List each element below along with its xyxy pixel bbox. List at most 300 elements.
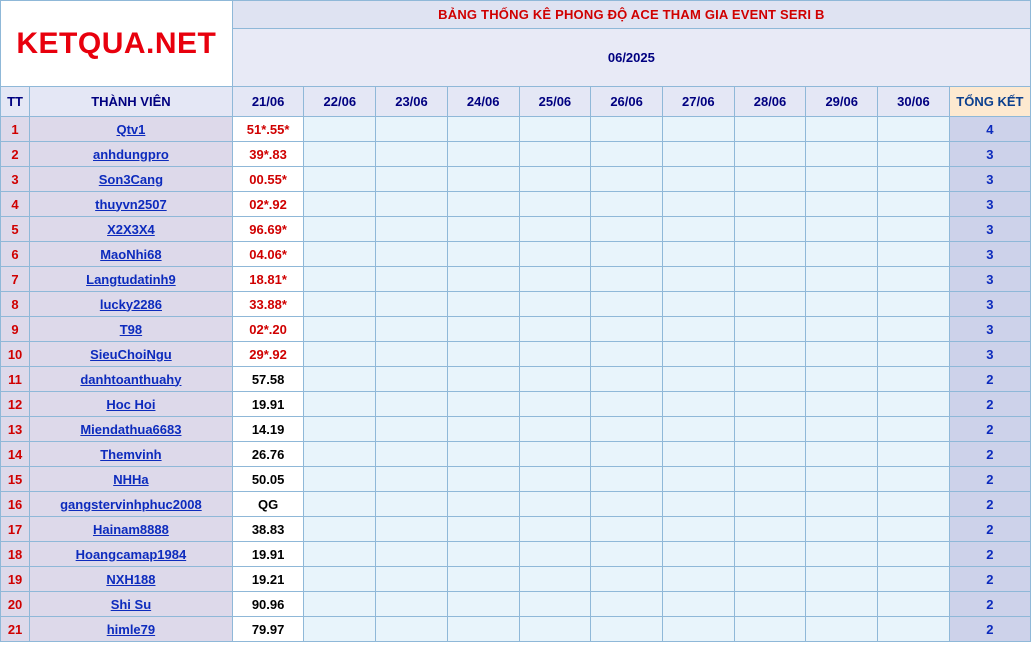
header-date-4: 25/06 — [519, 87, 591, 117]
score-cell-empty — [519, 392, 591, 417]
score-cell-empty — [447, 467, 519, 492]
score-cell-empty — [519, 467, 591, 492]
score-cell-empty — [662, 367, 734, 392]
score-cell-empty — [806, 167, 878, 192]
score-cell-21-06: 29*.92 — [232, 342, 304, 367]
score-cell-empty — [806, 267, 878, 292]
score-cell-21-06: 02*.20 — [232, 317, 304, 342]
row-index: 19 — [1, 567, 30, 592]
score-cell-empty — [734, 117, 806, 142]
total-cell: 2 — [949, 467, 1030, 492]
row-index: 1 — [1, 117, 30, 142]
member-link[interactable]: Hainam8888 — [92, 521, 169, 537]
score-cell-empty — [734, 142, 806, 167]
member-cell — [30, 242, 233, 267]
score-cell-21-06: 96.69* — [232, 217, 304, 242]
member-link[interactable]: X2X3X4 — [107, 221, 155, 237]
header-date-2: 23/06 — [376, 87, 448, 117]
total-cell: 3 — [949, 317, 1030, 342]
member-cell — [30, 217, 233, 242]
score-cell-empty — [591, 617, 663, 642]
score-cell-empty — [878, 167, 950, 192]
score-cell-empty — [447, 117, 519, 142]
header-date-5: 26/06 — [591, 87, 663, 117]
score-cell-empty — [591, 167, 663, 192]
score-cell-empty — [304, 367, 376, 392]
score-cell-empty — [662, 417, 734, 442]
member-cell — [30, 117, 233, 142]
score-cell-empty — [591, 242, 663, 267]
member-link[interactable]: Hoangcamap1984 — [75, 546, 187, 562]
row-index: 3 — [1, 167, 30, 192]
score-cell-empty — [447, 342, 519, 367]
table-row — [1, 192, 1031, 217]
member-link[interactable]: Themvinh — [100, 446, 162, 462]
row-index: 18 — [1, 542, 30, 567]
score-cell-empty — [376, 317, 448, 342]
score-cell-empty — [447, 167, 519, 192]
score-cell-empty — [376, 367, 448, 392]
score-cell-empty — [878, 267, 950, 292]
total-cell: 2 — [949, 567, 1030, 592]
score-cell-empty — [662, 117, 734, 142]
score-cell-21-06: 39*.83 — [232, 142, 304, 167]
score-cell-empty — [806, 592, 878, 617]
score-cell-empty — [662, 542, 734, 567]
score-cell-empty — [734, 417, 806, 442]
score-cell-empty — [734, 342, 806, 367]
score-cell-empty — [878, 567, 950, 592]
score-cell-empty — [591, 192, 663, 217]
score-cell-empty — [304, 617, 376, 642]
score-cell-empty — [878, 342, 950, 367]
score-cell-empty — [806, 292, 878, 317]
score-cell-empty — [519, 192, 591, 217]
score-cell-empty — [304, 417, 376, 442]
score-cell-empty — [806, 442, 878, 467]
table-row — [1, 442, 1031, 467]
row-index: 12 — [1, 392, 30, 417]
total-cell: 3 — [949, 217, 1030, 242]
score-cell-empty — [304, 442, 376, 467]
row-index: 16 — [1, 492, 30, 517]
score-cell-empty — [662, 492, 734, 517]
score-cell-empty — [878, 592, 950, 617]
score-cell-empty — [734, 217, 806, 242]
member-cell — [30, 542, 233, 567]
score-cell-empty — [878, 117, 950, 142]
score-cell-empty — [734, 567, 806, 592]
score-cell-empty — [376, 442, 448, 467]
total-cell: 3 — [949, 167, 1030, 192]
header-date-9: 30/06 — [878, 87, 950, 117]
score-cell-empty — [662, 592, 734, 617]
score-cell-empty — [662, 267, 734, 292]
member-cell — [30, 467, 233, 492]
member-cell — [30, 267, 233, 292]
row-index: 4 — [1, 192, 30, 217]
row-index: 10 — [1, 342, 30, 367]
table-row — [1, 417, 1031, 442]
score-cell-empty — [591, 442, 663, 467]
table-row — [1, 467, 1031, 492]
table-row — [1, 342, 1031, 367]
score-cell-empty — [376, 517, 448, 542]
table-row — [1, 117, 1031, 142]
score-cell-empty — [519, 592, 591, 617]
score-cell-empty — [878, 142, 950, 167]
row-index: 14 — [1, 442, 30, 467]
score-cell-empty — [304, 567, 376, 592]
score-cell-empty — [304, 492, 376, 517]
score-cell-empty — [591, 492, 663, 517]
score-cell-empty — [591, 467, 663, 492]
member-link[interactable]: Qtv1 — [116, 121, 146, 137]
member-link[interactable]: Son3Cang — [98, 171, 164, 187]
member-cell — [30, 317, 233, 342]
score-cell-empty — [806, 342, 878, 367]
score-cell-empty — [662, 142, 734, 167]
total-cell: 3 — [949, 142, 1030, 167]
header-date-7: 28/06 — [734, 87, 806, 117]
table-row — [1, 392, 1031, 417]
score-cell-empty — [878, 542, 950, 567]
score-cell-empty — [878, 467, 950, 492]
header-date-3: 24/06 — [447, 87, 519, 117]
total-cell: 2 — [949, 517, 1030, 542]
score-cell-empty — [591, 292, 663, 317]
banner-month: 06/2025 — [232, 29, 1030, 87]
score-cell-empty — [447, 392, 519, 417]
score-cell-empty — [806, 142, 878, 167]
row-index: 11 — [1, 367, 30, 392]
header-date-1: 22/06 — [304, 87, 376, 117]
score-cell-empty — [376, 617, 448, 642]
score-cell-empty — [591, 542, 663, 567]
table-row — [1, 167, 1031, 192]
score-cell-empty — [304, 192, 376, 217]
member-link[interactable]: Langtudatinh9 — [86, 271, 176, 287]
score-cell-empty — [734, 167, 806, 192]
score-cell-empty — [806, 542, 878, 567]
header-index: TT — [1, 87, 30, 117]
score-cell-empty — [591, 417, 663, 442]
score-cell-empty — [878, 417, 950, 442]
header-member: THÀNH VIÊN — [30, 87, 233, 117]
score-cell-empty — [878, 442, 950, 467]
site-logo[interactable] — [1, 1, 233, 87]
score-cell-empty — [734, 517, 806, 542]
member-cell — [30, 417, 233, 442]
member-link[interactable]: Miendathua6683 — [80, 421, 182, 437]
row-index: 8 — [1, 292, 30, 317]
score-cell-empty — [806, 392, 878, 417]
score-cell-empty — [304, 392, 376, 417]
score-cell-empty — [376, 417, 448, 442]
score-cell-empty — [878, 617, 950, 642]
score-cell-empty — [519, 267, 591, 292]
score-cell-21-06: QG — [232, 492, 304, 517]
score-cell-empty — [376, 267, 448, 292]
score-cell-empty — [376, 592, 448, 617]
score-cell-empty — [734, 192, 806, 217]
score-cell-empty — [734, 367, 806, 392]
score-cell-21-06: 00.55* — [232, 167, 304, 192]
score-cell-empty — [519, 117, 591, 142]
score-cell-empty — [447, 142, 519, 167]
score-cell-empty — [447, 242, 519, 267]
score-cell-empty — [376, 542, 448, 567]
header-date-0: 21/06 — [232, 87, 304, 117]
member-link[interactable]: anhdungpro — [93, 146, 169, 162]
score-cell-21-06: 79.97 — [232, 617, 304, 642]
score-cell-empty — [662, 217, 734, 242]
member-link[interactable]: SieuChoiNgu — [90, 346, 172, 362]
member-cell — [30, 392, 233, 417]
table-row — [1, 592, 1031, 617]
member-link[interactable]: lucky2286 — [99, 296, 162, 312]
score-cell-empty — [519, 242, 591, 267]
score-cell-21-06: 26.76 — [232, 442, 304, 467]
score-cell-empty — [591, 392, 663, 417]
score-cell-empty — [447, 592, 519, 617]
score-cell-empty — [447, 442, 519, 467]
row-index: 5 — [1, 217, 30, 242]
score-cell-empty — [519, 442, 591, 467]
score-cell-empty — [806, 217, 878, 242]
row-index: 2 — [1, 142, 30, 167]
score-cell-empty — [734, 617, 806, 642]
member-cell — [30, 492, 233, 517]
score-cell-21-06: 38.83 — [232, 517, 304, 542]
score-cell-empty — [662, 392, 734, 417]
score-cell-empty — [304, 167, 376, 192]
score-cell-empty — [734, 592, 806, 617]
score-cell-empty — [447, 517, 519, 542]
score-cell-empty — [591, 317, 663, 342]
table-row — [1, 142, 1031, 167]
score-cell-empty — [806, 192, 878, 217]
member-link[interactable]: danhtoanthuahy — [80, 371, 182, 387]
total-cell: 2 — [949, 592, 1030, 617]
member-cell — [30, 342, 233, 367]
table-row — [1, 317, 1031, 342]
member-link[interactable]: NHHa — [113, 471, 149, 487]
score-cell-empty — [519, 617, 591, 642]
member-cell — [30, 517, 233, 542]
table-row — [1, 492, 1031, 517]
score-cell-21-06: 90.96 — [232, 592, 304, 617]
score-cell-empty — [878, 317, 950, 342]
table-row — [1, 567, 1031, 592]
score-cell-empty — [376, 342, 448, 367]
score-cell-empty — [304, 267, 376, 292]
row-index: 15 — [1, 467, 30, 492]
score-cell-empty — [304, 542, 376, 567]
score-cell-empty — [806, 517, 878, 542]
score-cell-empty — [662, 517, 734, 542]
score-cell-21-06: 18.81* — [232, 267, 304, 292]
score-cell-empty — [734, 242, 806, 267]
score-cell-empty — [304, 242, 376, 267]
score-cell-empty — [519, 567, 591, 592]
score-cell-empty — [519, 167, 591, 192]
score-cell-21-06: 14.19 — [232, 417, 304, 442]
score-cell-empty — [447, 492, 519, 517]
score-cell-empty — [662, 192, 734, 217]
score-cell-empty — [447, 192, 519, 217]
score-cell-21-06: 50.05 — [232, 467, 304, 492]
score-cell-empty — [304, 142, 376, 167]
score-cell-21-06: 57.58 — [232, 367, 304, 392]
row-index: 13 — [1, 417, 30, 442]
score-cell-empty — [878, 367, 950, 392]
row-index: 17 — [1, 517, 30, 542]
table-row — [1, 617, 1031, 642]
score-cell-empty — [591, 267, 663, 292]
member-cell — [30, 167, 233, 192]
member-link[interactable]: himle79 — [106, 621, 156, 637]
total-cell: 2 — [949, 542, 1030, 567]
total-cell: 3 — [949, 242, 1030, 267]
member-cell — [30, 292, 233, 317]
score-cell-21-06: 04.06* — [232, 242, 304, 267]
member-cell — [30, 567, 233, 592]
member-cell — [30, 592, 233, 617]
score-cell-empty — [376, 567, 448, 592]
total-cell: 3 — [949, 192, 1030, 217]
score-cell-empty — [591, 592, 663, 617]
score-cell-empty — [806, 367, 878, 392]
table-row — [1, 542, 1031, 567]
score-cell-21-06: 51*.55* — [232, 117, 304, 142]
total-cell: 3 — [949, 292, 1030, 317]
member-cell — [30, 442, 233, 467]
score-cell-empty — [591, 142, 663, 167]
score-cell-empty — [447, 617, 519, 642]
banner-row — [1, 1, 1031, 29]
table-row — [1, 367, 1031, 392]
header-total: TỔNG KẾT — [949, 87, 1030, 117]
member-link[interactable]: NXH188 — [106, 571, 156, 587]
score-cell-empty — [447, 367, 519, 392]
row-index: 21 — [1, 617, 30, 642]
member-cell — [30, 142, 233, 167]
score-cell-empty — [376, 117, 448, 142]
header-date-8: 29/06 — [806, 87, 878, 117]
score-cell-empty — [662, 242, 734, 267]
total-cell: 2 — [949, 417, 1030, 442]
score-cell-empty — [591, 567, 663, 592]
score-cell-empty — [304, 517, 376, 542]
score-cell-empty — [304, 317, 376, 342]
score-cell-empty — [591, 217, 663, 242]
total-cell: 2 — [949, 492, 1030, 517]
member-link[interactable]: Shi Su — [110, 596, 152, 612]
score-cell-21-06: 19.91 — [232, 542, 304, 567]
score-cell-empty — [806, 417, 878, 442]
score-cell-empty — [806, 492, 878, 517]
header-date-6: 27/06 — [662, 87, 734, 117]
score-cell-empty — [734, 392, 806, 417]
score-cell-empty — [447, 567, 519, 592]
score-cell-empty — [806, 242, 878, 267]
member-link[interactable]: thuyvn2507 — [95, 196, 167, 212]
score-cell-empty — [447, 417, 519, 442]
score-cell-empty — [806, 467, 878, 492]
score-cell-empty — [519, 217, 591, 242]
score-cell-empty — [376, 392, 448, 417]
score-cell-empty — [734, 467, 806, 492]
score-cell-21-06: 19.91 — [232, 392, 304, 417]
score-cell-empty — [662, 167, 734, 192]
score-cell-empty — [734, 442, 806, 467]
score-cell-empty — [591, 367, 663, 392]
score-cell-empty — [878, 492, 950, 517]
score-cell-21-06: 19.21 — [232, 567, 304, 592]
score-cell-empty — [376, 492, 448, 517]
score-cell-empty — [878, 242, 950, 267]
score-cell-empty — [734, 542, 806, 567]
score-cell-empty — [447, 317, 519, 342]
total-cell: 3 — [949, 342, 1030, 367]
total-cell: 2 — [949, 617, 1030, 642]
total-cell: 2 — [949, 442, 1030, 467]
score-cell-empty — [806, 117, 878, 142]
score-cell-empty — [519, 417, 591, 442]
score-cell-empty — [376, 292, 448, 317]
score-cell-empty — [806, 567, 878, 592]
score-cell-empty — [662, 617, 734, 642]
total-cell: 2 — [949, 367, 1030, 392]
header-row — [1, 87, 1031, 117]
score-cell-empty — [591, 342, 663, 367]
score-cell-empty — [304, 342, 376, 367]
score-cell-empty — [304, 592, 376, 617]
score-cell-empty — [878, 217, 950, 242]
score-cell-empty — [519, 492, 591, 517]
score-cell-empty — [734, 317, 806, 342]
score-cell-21-06: 02*.92 — [232, 192, 304, 217]
table-row — [1, 267, 1031, 292]
score-cell-empty — [304, 467, 376, 492]
score-cell-21-06: 33.88* — [232, 292, 304, 317]
member-link[interactable]: MaoNhi68 — [100, 246, 162, 262]
row-index: 9 — [1, 317, 30, 342]
member-link[interactable]: Hoc Hoi — [106, 396, 156, 412]
score-cell-empty — [662, 442, 734, 467]
score-cell-empty — [376, 142, 448, 167]
row-index: 20 — [1, 592, 30, 617]
score-cell-empty — [519, 542, 591, 567]
score-cell-empty — [662, 317, 734, 342]
score-cell-empty — [376, 217, 448, 242]
score-cell-empty — [662, 292, 734, 317]
score-cell-empty — [519, 317, 591, 342]
member-link[interactable]: gangstervinhphuc2008 — [60, 496, 202, 512]
score-cell-empty — [519, 517, 591, 542]
score-cell-empty — [519, 342, 591, 367]
score-cell-empty — [662, 342, 734, 367]
total-cell: 2 — [949, 392, 1030, 417]
score-cell-empty — [519, 142, 591, 167]
member-cell — [30, 192, 233, 217]
table-row — [1, 292, 1031, 317]
score-cell-empty — [519, 292, 591, 317]
score-cell-empty — [447, 217, 519, 242]
member-link[interactable]: T98 — [119, 321, 143, 337]
score-cell-empty — [376, 192, 448, 217]
